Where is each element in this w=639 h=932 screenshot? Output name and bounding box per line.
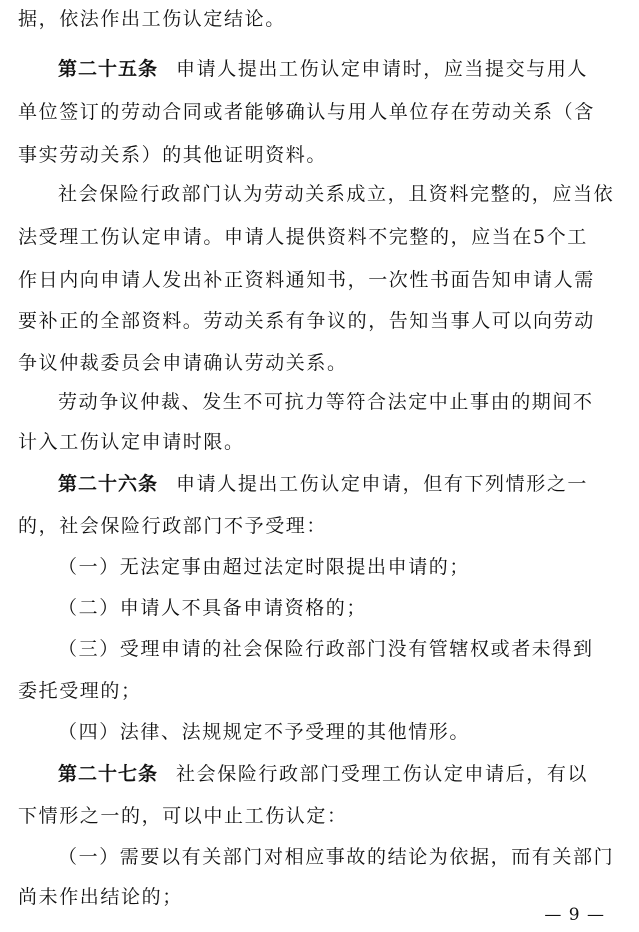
list-item: （一）无法定事由超过法定时限提出申请的； (58, 556, 471, 578)
paragraph-line: 申请人提出工伤认定申请，但有下列情形之一 (176, 473, 589, 495)
paragraph-line: 单位签订的劳动合同或者能够确认与用人单位存在劳动关系（含 (18, 101, 595, 123)
paragraph-line: 法受理工伤认定申请。申请人提供资料不完整的，应当在5个工 (18, 226, 588, 248)
paragraph-line: 申请人提出工伤认定申请时，应当提交与用人 (176, 58, 589, 80)
article-25-first-line (58, 58, 622, 80)
paragraph-line: 委托受理的； (18, 680, 142, 702)
article-26-heading: 第二十六条 (58, 473, 159, 495)
paragraph-line: 的，社会保险行政部门不予受理： (18, 515, 328, 537)
list-item: （一）需要以有关部门对相应事故的结论为依据，而有关部门 (58, 846, 615, 868)
article-27-heading: 第二十七条 (58, 763, 159, 785)
paragraph-line: 社会保险行政部门认为劳动关系成立，且资料完整的，应当依 (58, 183, 615, 205)
page-number: — 9 — (544, 905, 605, 925)
article-27-first-line (58, 763, 622, 785)
list-item: （三）受理申请的社会保险行政部门没有管辖权或者未得到 (58, 638, 594, 660)
paragraph-line: 作日内向申请人发出补正资料通知书，一次性书面告知申请人需 (18, 269, 595, 291)
list-item: （四）法律、法规规定不予受理的其他情形。 (58, 721, 471, 743)
list-item: （二）申请人不具备申请资格的； (58, 597, 368, 619)
paragraph-line: 社会保险行政部门受理工伤认定申请后，有以 (176, 763, 589, 785)
paragraph-line: 据，依法作出工伤认定结论。 (18, 8, 286, 30)
paragraph-line: 下情形之一的，可以中止工伤认定： (18, 805, 348, 827)
article-25-heading: 第二十五条 (58, 58, 159, 80)
paragraph-line: 要补正的全部资料。劳动关系有争议的，告知当事人可以向劳动 (18, 310, 595, 332)
paragraph-line: 计入工伤认定申请时限。 (18, 431, 245, 453)
paragraph-line: 争议仲裁委员会申请确认劳动关系。 (18, 352, 348, 374)
article-26-first-line (58, 473, 622, 495)
paragraph-line: 尚未作出结论的； (18, 886, 183, 908)
paragraph-line: 事实劳动关系）的其他证明资料。 (18, 144, 328, 166)
paragraph-line: 劳动争议仲裁、发生不可抗力等符合法定中止事由的期间不 (58, 391, 594, 413)
